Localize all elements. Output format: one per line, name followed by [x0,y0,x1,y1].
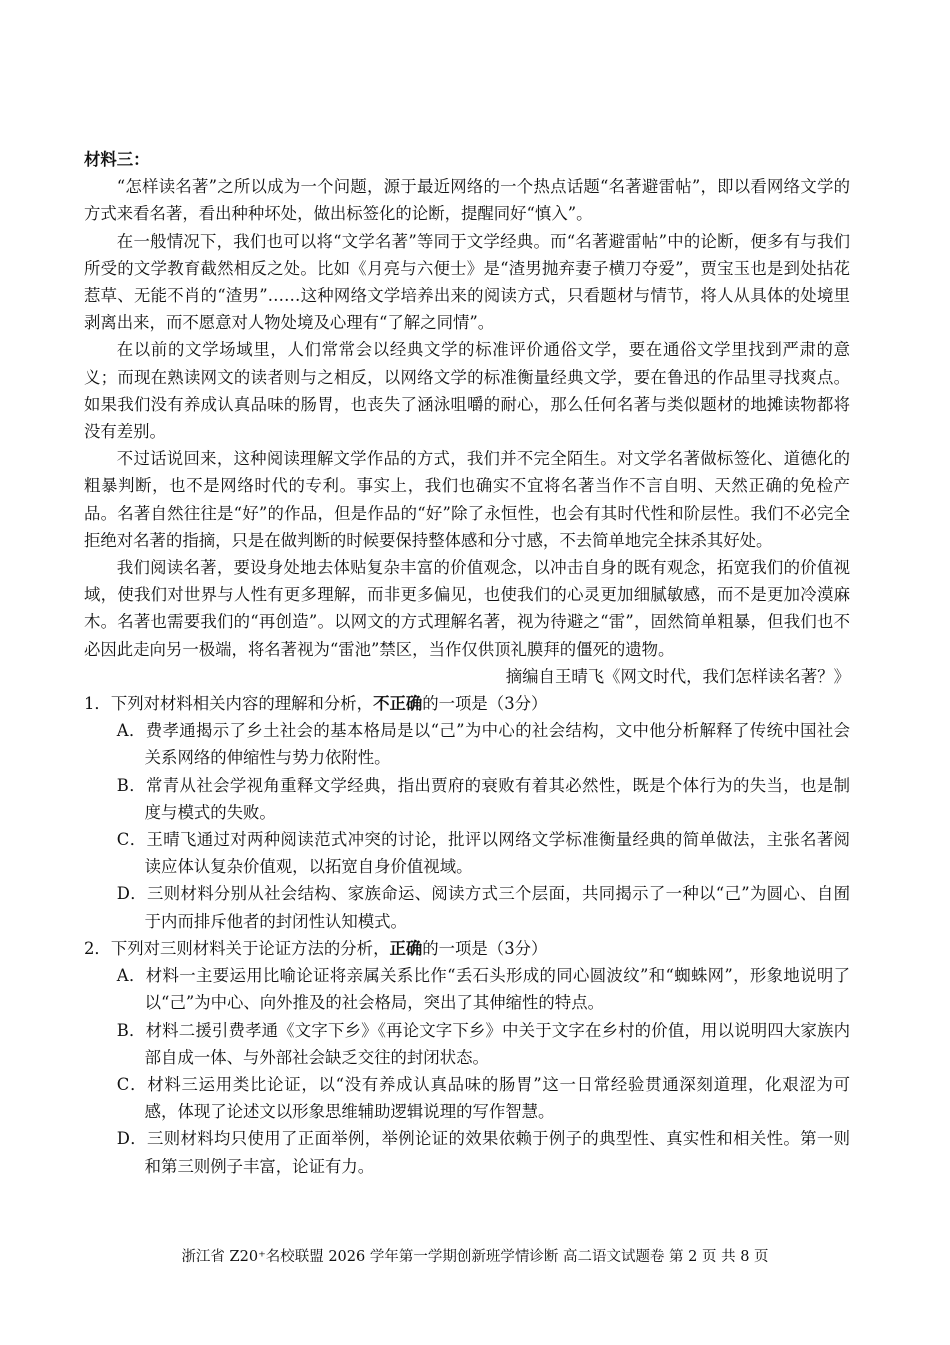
material-three [84,146,850,690]
option-letter: B． [116,1020,146,1040]
material-paragraph-1: “怎样读名著”之所以成为一个问题，源于最近网络的一个热点话题“名著避雷帖”，即以看网络文学的方式来看名著，看出种种坏处，做出标签化的论断，提醒同好“慎入”。 [84,177,850,224]
option-letter: B． [116,775,146,795]
option-c [84,1071,850,1125]
option-text: 材料二援引费孝通《文字下乡》《再论文字下乡》中关于文字在乡村的价值，用以说明四大家族内部自成一体、与外部社会缺乏交往的封闭状态。 [144,1020,850,1067]
option-a [84,717,850,771]
option-text: 材料一主要运用比喻论证将亲属关系比作“丢石头形成的同心圆波纹”和“蜘蛛网”，形象地说明了以“己”为中心、向外推及的社会格局，突出了其伸缩性的特点。 [144,966,850,1013]
material-paragraph-3: 在以前的文学场域里，人们常常会以经典文学的标准评价通俗文学，要在通俗文学里找到严肃的意义；而现在熟读网文的读者则与之相反，以网络文学的标准衡量经典文学，要在鲁迅的作品里寻找爽点。如果我们没有养成认真品味的肠胃，也丧失了涵泳咀嚼的耐心，那么任何名著与类似题材的地摊读物都将没有差别。 [84,340,850,442]
stem-emphasis: 不正确 [373,694,423,714]
option-a [84,962,850,1016]
option-c [84,826,850,880]
material-paragraph-5: 我们阅读名著，要设身处地去体贴复杂丰富的价值观念，以冲击自身的既有观念，拓宽我们的价值视域，使我们对世界与人性有更多理解，而非更多偏见，也使我们的心灵更加细腻敏感，而不是更加冷漠麻木。名著也需要我们的“再创造”。以网文的方式理解名著，视为待避之“雷”，固然简单粗暴，但我们也不必因此走向另一极端，将名著视为“雷池”禁区，当作仅供顶礼膜拜的僵死的遗物。 [84,558,850,659]
stem-text: 下列对材料相关内容的理解和分析， [110,694,374,714]
material-source: 摘编自王晴飞《网文时代，我们怎样读名著？》 [505,666,850,686]
stem-emphasis: 正确 [389,938,423,958]
option-text: 三则材料均只使用了正面举例，举例论证的效果依赖于例子的典型性、真实性和相关性。第一则和第三则例子丰富，论证有力。 [144,1129,850,1176]
question-stem [84,935,850,962]
option-d [84,1125,850,1179]
question-number: 1． [84,694,111,714]
option-text: 材料三运用类比论证，以“没有养成认真品味的肠胃”这一日常经验贯通深刻道理，化艰涩为可感，体现了论述文以形象思维辅助逻辑说理的写作智慧。 [144,1074,850,1122]
page-footer: 浙江省 Z20⁺名校联盟 2026 学年第一学期创新班学情诊断 高二语文试题卷 第 2 页 共 8 页 [181,1249,769,1265]
question-number: 2． [84,938,111,958]
option-letter: D． [116,884,148,904]
option-letter: A． [116,721,146,741]
material-paragraph-4: 不过话说回来，这种阅读理解文学作品的方式，我们并不完全陌生。对文学名著做标签化、道德化的粗暴判断，也不是网络时代的专利。事实上，我们也确实不宜将名著当作不言自明、天然正确的免检产品。名著自然往往是“好”的作品，但是作品的“好”除了永恒性，也会有其时代性和阶层性。我们不必完全拒绝对名著的指摘，只是在做判断的时候要保持整体感和分寸感，不去简单地完全抹杀其好处。 [84,449,850,550]
option-text: 三则材料分别从社会结构、家族命运、阅读方式三个层面，共同揭示了一种以“己”为圆心、自囿于内而排斥他者的封闭性认知模式。 [144,884,850,931]
option-text: 王晴飞通过对两种阅读范式冲突的讨论，批评以网络文学标准衡量经典的简单做法，主张名著阅读应体认复杂价值观，以拓宽自身价值视域。 [144,830,850,877]
option-letter: C． [116,1074,148,1094]
material-paragraph-2: 在一般情况下，我们也可以将“文学名著”等同于文学经典。而“名著避雷帖”中的论断，便多有与我们所受的文学教育截然相反之处。比如《月亮与六便士》是“渣男抛弃妻子横刀夺爱”，贾宝玉也是到处拈花惹草、无能不肖的“渣男”……这种网络文学培养出来的阅读方式，只看题材与情节，将人从具体的处境里剥离出来，而不愿意对人物处境及心理有“了解之同情”。 [84,231,850,333]
stem-text-end: 的一项是（3分） [422,694,548,714]
option-d [84,880,850,934]
stem-text: 下列对三则材料关于论证方法的分析， [110,938,390,958]
question-1 [84,690,850,935]
question-stem [84,690,850,717]
option-text: 常青从社会学视角重释文学经典，指出贾府的衰败有着其必然性，既是个体行为的失当，也是制度与模式的失败。 [144,775,851,822]
stem-text-end: 的一项是（3分） [422,938,548,958]
material-heading: 材料三： [84,150,150,169]
option-letter: A． [116,966,146,986]
option-letter: C． [116,830,147,850]
question-2 [84,935,850,1180]
exam-page-content [84,146,850,1180]
option-b [84,772,850,826]
option-text: 费孝通揭示了乡土社会的基本格局是以“己”为中心的社会结构，文中他分析解释了传统中国社会关系网络的伸缩性与势力依附性。 [144,721,850,768]
option-b [84,1017,850,1071]
option-letter: D． [116,1129,148,1149]
